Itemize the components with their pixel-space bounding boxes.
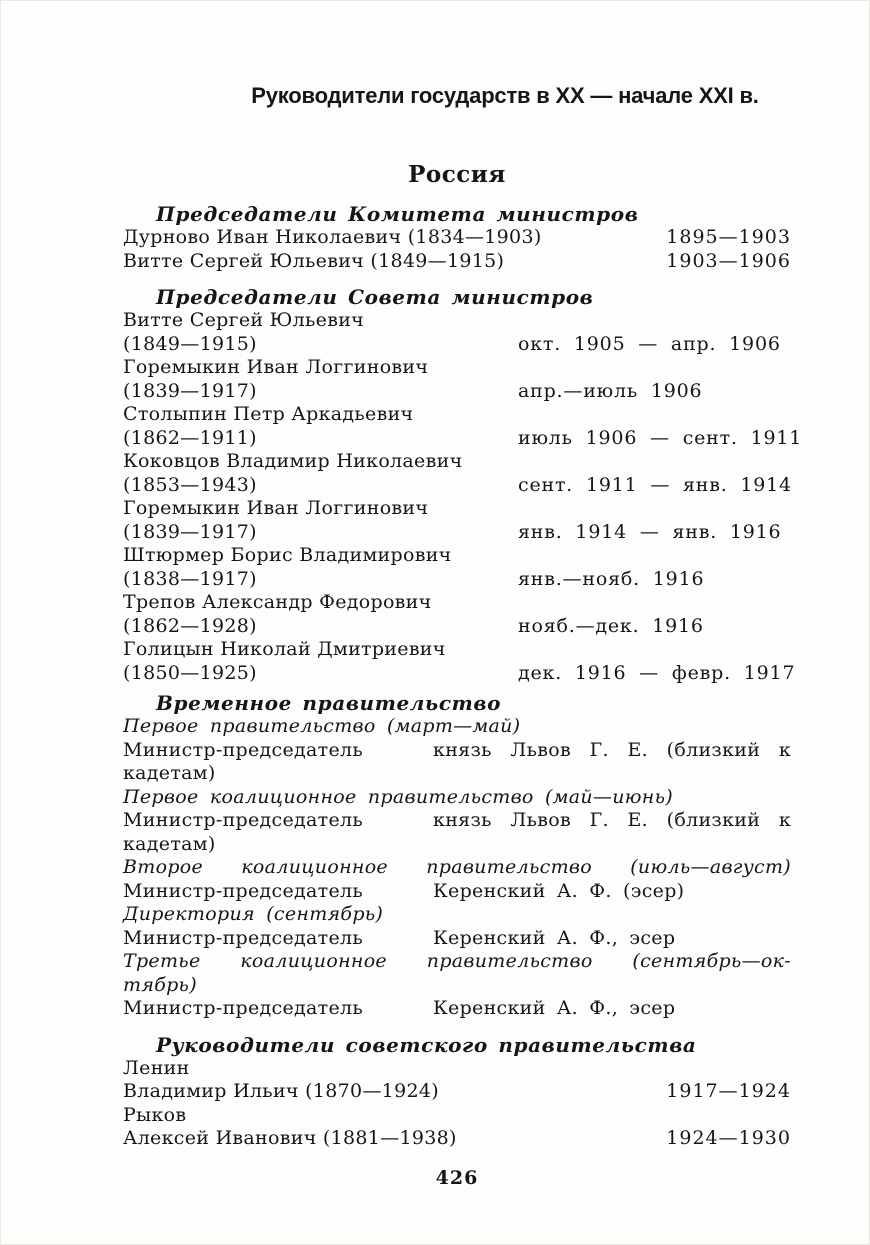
cabinet-name: Первое коалиционное правительство (май—июнь) — [123, 785, 673, 808]
table-row — [123, 809, 791, 856]
life-years: (1862—1928) — [123, 614, 257, 637]
life-years: (1853—1943) — [123, 473, 257, 496]
term-dates: окт. 1905 — апр. 1906 — [518, 332, 781, 355]
term-years: 1924—1930 — [666, 1127, 791, 1149]
cabinet-name: Второе коалиционное правительство (июль—август) — [123, 856, 791, 878]
person-name: князь Львов Г. Е. (близкий к кадетам) — [123, 738, 791, 784]
table-row — [123, 739, 791, 786]
term-dates: дек. 1916 — февр. 1917 — [518, 661, 796, 684]
table-row — [123, 450, 791, 497]
term-dates: янв. 1914 — янв. 1916 — [518, 520, 782, 543]
person-name: Витте Сергей Юльевич (1849—1915) — [123, 249, 505, 272]
term-dates: янв.—нояб. 1916 — [518, 567, 705, 590]
person-name: Керенский А. Ф., эсер — [433, 997, 676, 1019]
table-row — [123, 309, 791, 356]
running-header: Руководители государств в XX — начале XXI в. — [251, 83, 759, 108]
person-name: Штюрмер Борис Владимирович — [123, 544, 452, 566]
person-name: Алексей Иванович (1881—1938) — [123, 1127, 457, 1149]
term-years: 1903—1906 — [666, 249, 791, 272]
table-row — [123, 250, 791, 274]
person-name: Керенский А. Ф. (эсер) — [433, 879, 685, 902]
person-name: Горемыкин Иван Логгинович — [123, 497, 429, 519]
section-title-soviet: Руководители советского правительства — [156, 1032, 697, 1057]
cabinet-name-line2: тябрь) — [123, 973, 197, 996]
table-row — [123, 356, 791, 403]
table-row — [123, 226, 791, 250]
cabinet-name: Первое правительство (март—май) — [123, 715, 521, 737]
country-heading: Россия — [408, 161, 506, 188]
section-title-council: Председатели Совета министров — [156, 285, 594, 309]
page-number: 426 — [435, 1166, 479, 1189]
cabinet-name-line1: Третье коалиционное правительство (сентябрь—ок- — [123, 950, 791, 972]
person-name: Дурново Иван Николаевич (1834—1903) — [123, 226, 542, 248]
section-title-committee: Председатели Комитета министров — [156, 202, 639, 226]
person-name: Столыпин Петр Аркадьевич — [123, 403, 414, 425]
cabinet-name: Директория (сентябрь) — [123, 903, 384, 925]
table-row — [123, 880, 791, 904]
person-name: Трепов Александр Федорович — [123, 591, 432, 613]
table-row — [123, 544, 791, 591]
post-label: Министр-председатель — [123, 879, 364, 902]
post-label: Министр-председатель — [123, 738, 364, 761]
table-row — [123, 997, 791, 1021]
term-years: 1895—1903 — [666, 226, 791, 248]
person-name: Горемыкин Иван Логгинович — [123, 356, 429, 378]
table-row — [123, 591, 791, 638]
term-dates: июль 1906 — сент. 1911 — [518, 426, 803, 449]
life-years: (1839—1917) — [123, 520, 257, 543]
life-years: (1850—1925) — [123, 661, 257, 684]
post-label: Министр-председатель — [123, 809, 364, 831]
life-years: (1838—1917) — [123, 567, 257, 590]
table-row — [123, 497, 791, 544]
person-name: Витте Сергей Юльевич — [123, 309, 365, 331]
person-name: Коковцов Владимир Николаевич — [123, 450, 463, 472]
person-surname: Ленин — [123, 1056, 190, 1079]
life-years: (1862—1911) — [123, 426, 257, 449]
section-title-provisional: Временное правительство — [156, 691, 502, 715]
table-row — [123, 1057, 791, 1104]
term-years: 1917—1924 — [666, 1080, 791, 1102]
table-row — [123, 638, 796, 685]
post-label: Министр-председатель — [123, 997, 364, 1019]
person-name: князь Львов Г. Е. (близкий к кадетам) — [123, 809, 791, 855]
person-name: Голицын Николай Дмитриевич — [123, 638, 446, 660]
person-surname: Рыков — [123, 1103, 187, 1126]
person-name: Владимир Ильич (1870—1924) — [123, 1080, 439, 1102]
post-label: Министр-председатель — [123, 926, 364, 949]
page-content — [123, 161, 803, 1190]
term-dates: нояб.—дек. 1916 — [518, 614, 704, 637]
term-dates: апр.—июль 1906 — [518, 379, 703, 402]
life-years: (1849—1915) — [123, 332, 257, 355]
life-years: (1839—1917) — [123, 379, 257, 402]
table-row — [123, 403, 803, 450]
person-name: Керенский А. Ф., эсер — [433, 926, 676, 949]
term-dates: сент. 1911 — янв. 1914 — [518, 473, 792, 496]
table-row — [123, 1104, 791, 1151]
table-row — [123, 927, 791, 951]
